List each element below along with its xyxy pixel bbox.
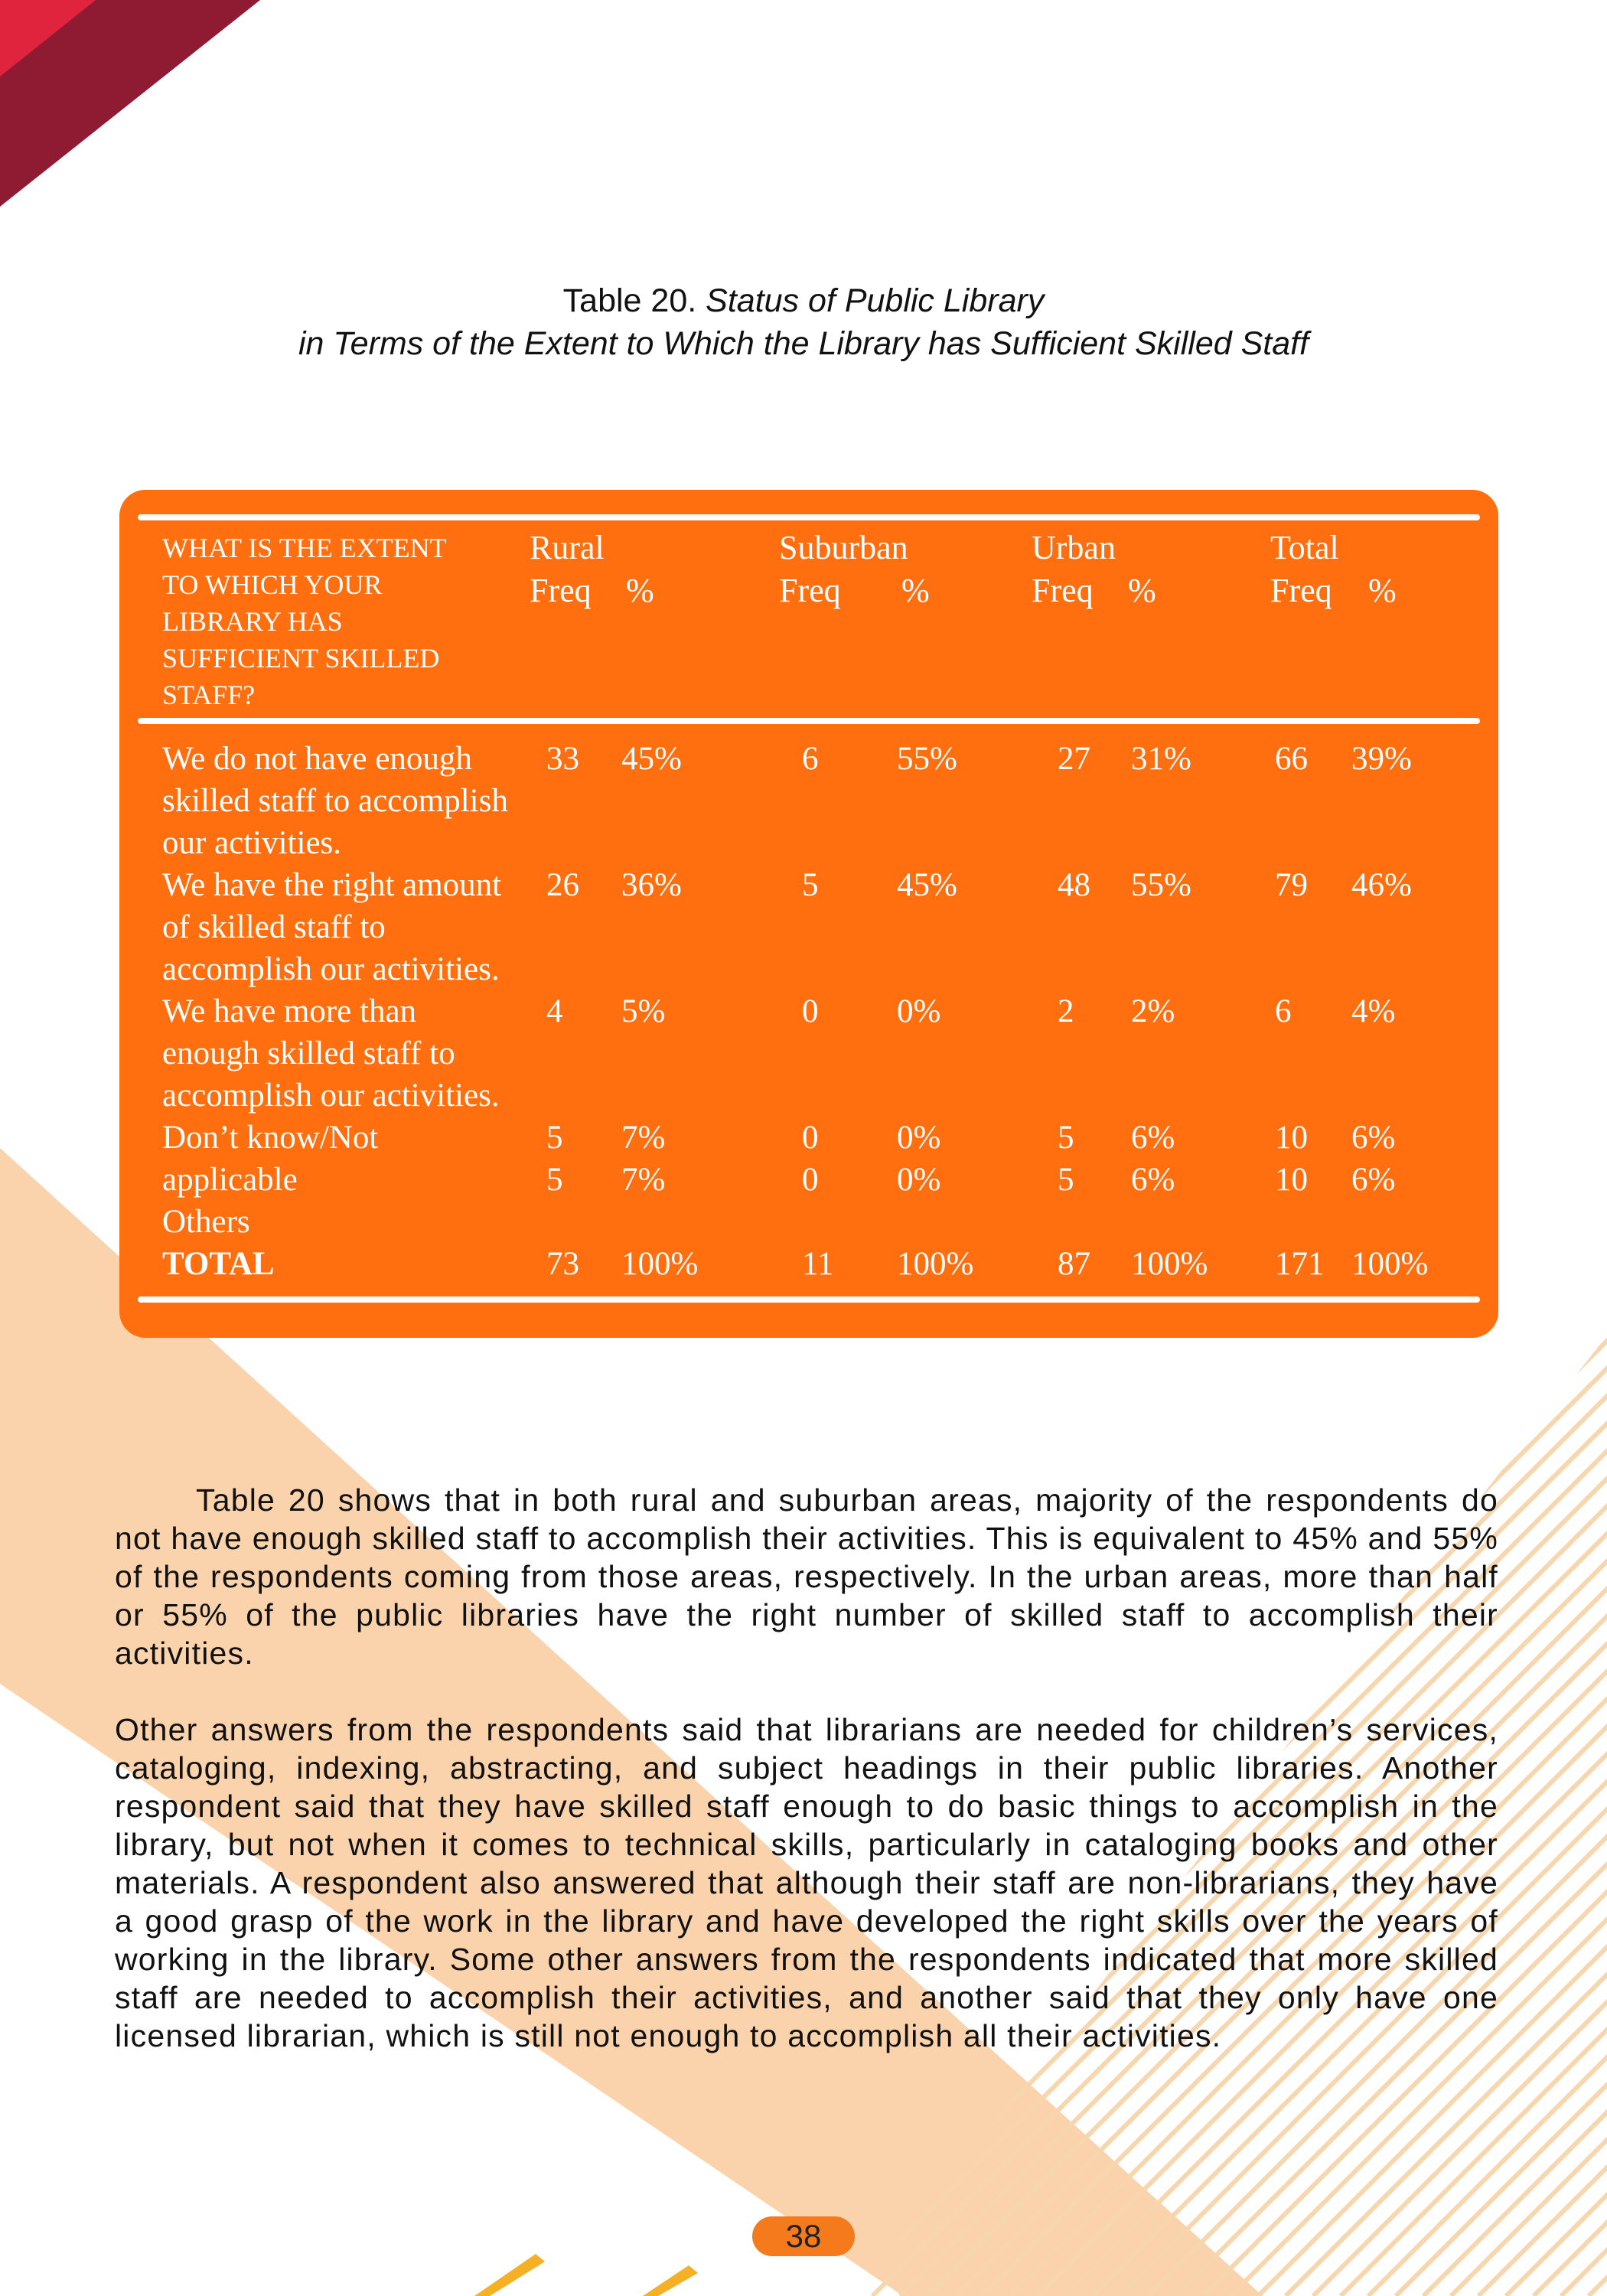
table-caption-line1 bbox=[0, 279, 1607, 322]
cell-value: 87 bbox=[1058, 1246, 1090, 1282]
cell-value: 2% bbox=[1131, 993, 1175, 1029]
row-label-line: enough skilled staff to bbox=[162, 1035, 455, 1071]
col-subheader-freq: Freq bbox=[1270, 572, 1332, 609]
cell-value: 46% bbox=[1351, 867, 1412, 903]
header-question-line: STAFF? bbox=[162, 680, 256, 710]
col-header-rural: Rural bbox=[530, 529, 605, 566]
caption-title: Status of Public Library bbox=[706, 282, 1045, 319]
cell-value: 10 bbox=[1275, 1120, 1308, 1156]
cell-value: 0 bbox=[802, 1120, 819, 1156]
cell-value: 48 bbox=[1058, 867, 1090, 903]
cell-value: 7% bbox=[621, 1162, 666, 1198]
cell-value: 66 bbox=[1275, 741, 1308, 777]
body-paragraph: Table 20 shows that in both rural and suburban areas, majority of the respondents do not have enough skilled staff to accomplish their activities. This is equivalent to 45% and 55% of the respondents coming from those areas, respectively. In the urban areas, more than half or 55% of the public libraries have the right number of skilled staff to accomplish their activities. bbox=[115, 1482, 1498, 1671]
table-caption-line2: in Terms of the Extent to Which the Library has Sufficient Skilled Staff bbox=[298, 325, 1309, 362]
bottom-yellow-accent-2 bbox=[643, 2265, 698, 2296]
cell-value: 27 bbox=[1058, 741, 1090, 777]
cell-value: 6 bbox=[1275, 993, 1292, 1029]
cell-value: 5 bbox=[802, 867, 819, 903]
header-question-line: SUFFICIENT SKILLED bbox=[162, 643, 440, 673]
cell-value: 0% bbox=[897, 1162, 941, 1198]
cell-value: 2 bbox=[1058, 993, 1074, 1029]
header-question-line: TO WHICH YOUR bbox=[162, 569, 383, 600]
cell-value: 171 bbox=[1275, 1246, 1325, 1282]
cell-value: 45% bbox=[621, 741, 682, 777]
row-label-line: applicable bbox=[162, 1162, 298, 1198]
bottom-yellow-accent bbox=[474, 2254, 545, 2296]
cell-value: 4% bbox=[1351, 993, 1396, 1029]
cell-value: 39% bbox=[1351, 741, 1412, 777]
cell-value: 6% bbox=[1351, 1162, 1396, 1198]
cell-value: 11 bbox=[802, 1246, 834, 1282]
cell-value: 5 bbox=[1058, 1120, 1074, 1156]
cell-value: 0 bbox=[802, 1162, 819, 1198]
cell-value: 100% bbox=[1131, 1246, 1208, 1282]
cell-value: 6 bbox=[802, 741, 819, 777]
cell-value: 0% bbox=[897, 1120, 941, 1156]
cell-value: 45% bbox=[897, 867, 957, 903]
cell-value: 5 bbox=[1058, 1162, 1074, 1198]
cell-value: 6% bbox=[1131, 1120, 1175, 1156]
cell-value: 33 bbox=[546, 741, 579, 777]
caption-prefix: Table 20. bbox=[562, 282, 697, 319]
cell-value: 6% bbox=[1351, 1120, 1396, 1156]
col-header-total: Total bbox=[1270, 529, 1339, 566]
header-question-line: WHAT IS THE EXTENT bbox=[162, 533, 447, 563]
row-label-line: We do not have enough bbox=[162, 741, 472, 777]
cell-value: 0 bbox=[802, 993, 819, 1029]
body-paragraph: Other answers from the respondents said that librarians are needed for children’s services, cataloging, indexing, abstracting, and subject headings in their public libraries. Another respondent said that they have skilled staff enough to do basic things to accomplish in the library, but not when it comes to technical skills, particularly in cataloging books and other materials. A respondent also answered that although their staff are non-librarians, they have a good grasp of the work in the library and have developed the right skills over the years of working in the library. Some other answers from the respondents indicated that more skilled staff are needed to accomplish their activities, and another said that they only have one licensed librarian, which is still not enough to accomplish all their activities. bbox=[115, 1712, 1498, 2053]
table-bottom-rule bbox=[138, 1296, 1480, 1303]
cell-value: 5 bbox=[546, 1120, 563, 1156]
col-subheader-pct: % bbox=[626, 572, 654, 609]
cell-value: 36% bbox=[621, 867, 682, 903]
cell-value: 100% bbox=[621, 1246, 699, 1282]
cell-value: 79 bbox=[1275, 867, 1308, 903]
cell-value: 4 bbox=[546, 993, 563, 1029]
table-header-rule bbox=[138, 718, 1480, 724]
row-label-others: Others bbox=[162, 1204, 250, 1240]
row-label-line: We have the right amount bbox=[162, 867, 502, 903]
page-number: 38 bbox=[752, 2216, 855, 2256]
row-label-total: TOTAL bbox=[162, 1246, 275, 1282]
cell-value: 5% bbox=[621, 993, 666, 1029]
cell-value: 31% bbox=[1131, 741, 1191, 777]
col-header-urban: Urban bbox=[1032, 529, 1116, 566]
cell-value: 10 bbox=[1275, 1162, 1308, 1198]
cell-value: 5 bbox=[546, 1162, 563, 1198]
row-label-line: skilled staff to accomplish bbox=[162, 783, 508, 819]
row-label-line: accomplish our activities. bbox=[162, 951, 500, 987]
cell-value: 6% bbox=[1131, 1162, 1175, 1198]
table-top-rule bbox=[138, 514, 1480, 520]
col-subheader-freq: Freq bbox=[1032, 572, 1094, 609]
col-header-suburban: Suburban bbox=[779, 529, 908, 566]
col-subheader-freq: Freq bbox=[530, 572, 592, 609]
row-label-line: Don’t know/Not bbox=[162, 1120, 379, 1156]
header-question-line: LIBRARY HAS bbox=[162, 606, 343, 637]
cell-value: 100% bbox=[1351, 1246, 1429, 1282]
row-label-line: of skilled staff to bbox=[162, 909, 386, 945]
cell-value: 100% bbox=[897, 1246, 974, 1282]
col-subheader-pct: % bbox=[1368, 572, 1397, 609]
col-subheader-pct: % bbox=[1128, 572, 1156, 609]
cell-value: 73 bbox=[546, 1246, 579, 1282]
cell-value: 55% bbox=[1131, 867, 1191, 903]
cell-value: 0% bbox=[897, 993, 941, 1029]
data-table bbox=[119, 490, 1498, 1338]
cell-value: 55% bbox=[897, 741, 957, 777]
row-label-line: We have more than bbox=[162, 993, 417, 1029]
col-subheader-freq: Freq bbox=[779, 572, 841, 609]
cell-value: 26 bbox=[546, 867, 579, 903]
row-label-line: accomplish our activities. bbox=[162, 1078, 500, 1114]
row-label-line: our activities. bbox=[162, 825, 342, 861]
col-subheader-pct: % bbox=[901, 572, 930, 609]
cell-value: 7% bbox=[621, 1120, 666, 1156]
